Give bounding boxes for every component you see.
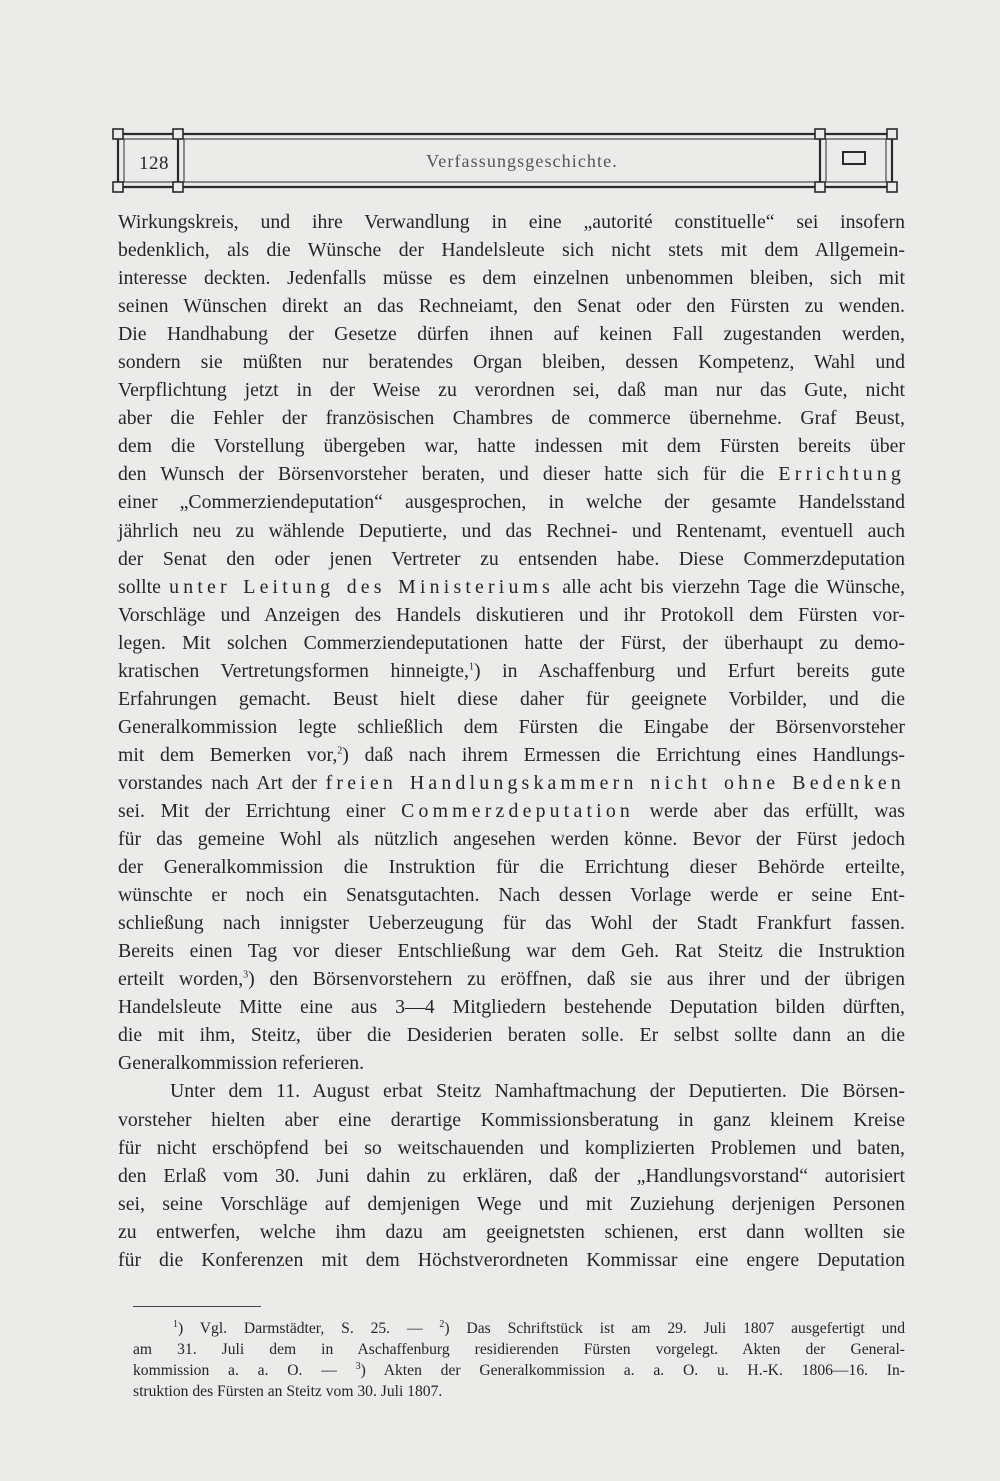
- text-line: den Wunsch der Börsenvorsteher beraten, und dieser hatte sich für die Errichtung: [118, 463, 905, 486]
- text-line: erteilt worden,$^3$) den Börsenvorstehern zu eröffnen, daß sie aus ihrer und der übrigen: [118, 968, 905, 991]
- text-line: wünschte er noch ein Senatsgutachten. Nach dessen Vorlage werde er seine Ent-: [118, 884, 905, 907]
- footnote-separator: [133, 1306, 261, 1307]
- footnote-marker: 1: [173, 1318, 178, 1330]
- footnote-ref: 1: [469, 661, 474, 673]
- text-line: seinen Wünschen direkt an das Rechneiamt, den Senat oder den Fürsten zu wenden.: [118, 295, 905, 318]
- text-line: für das gemeine Wohl als nützlich angesehen werden könne. Bevor der Fürst jedoch: [118, 828, 905, 851]
- text-line: kratischen Vertretungsformen hinneigte,$^1$) in Aschaffenburg und Erfurt bereits gute: [118, 659, 905, 682]
- text-line: bedenklich, als die Wünsche der Handelsleute sich nicht stets mit dem Allgemein-: [118, 239, 905, 262]
- footnote-marker: 3: [355, 1360, 361, 1372]
- text-line: dem die Vorstellung übergeben war, hatte indessen mit dem Fürsten bereits über: [118, 435, 905, 458]
- page-number: 128: [139, 153, 169, 174]
- text-line: sondern sie müßten nur beratendes Organ bleiben, dessen Kompetenz, Wahl und: [118, 351, 905, 374]
- text-line: mit dem Bemerken vor,$^2$) daß nach ihrem Ermessen die Errichtung eines Handlungs-: [118, 743, 905, 766]
- text-line: der Generalkommission die Instruktion für die Errichtung dieser Behörde erteilte,: [118, 856, 905, 879]
- spaced-emphasis: Commerzdeputation: [401, 799, 635, 822]
- text-line: Generalkommission legte schließlich dem Fürsten die Eingabe der Börsenvorsteher: [118, 715, 905, 738]
- footnote-line: am 31. Juli dem in Aschaffenburg residierenden Fürsten vorgelegt. Akten der General-: [133, 1341, 905, 1358]
- footnote-marker: 2: [439, 1318, 445, 1330]
- text-line: die mit ihm, Steitz, über die Desiderien beraten solle. Er selbst sollte dann an die: [118, 1024, 905, 1047]
- text-line: für die Konferenzen mit dem Höchstverordneten Kommissar eine engere Deputation: [118, 1248, 905, 1271]
- footnotes: [133, 1318, 905, 1402]
- text-line: den Erlaß vom 30. Juni dahin zu erklären, daß der „Handlungsvorstand“ autorisiert: [118, 1164, 905, 1187]
- text-line: Handelsleute Mitte eine aus 3—4 Mitgliedern bestehende Deputation bilden dürften,: [118, 996, 905, 1019]
- footnote-line: kommission a. a. O. — $^3$) Akten der Generalkommission a. a. O. u. H.-K. 1806—16. In-: [133, 1360, 905, 1379]
- text-line: aber die Fehler der französischen Chambres de commerce übernehme. Graf Beust,: [118, 407, 905, 430]
- running-title: Verfassungsgeschichte.: [426, 151, 618, 171]
- footnote-ref: 3: [243, 969, 249, 981]
- text-line: der Senat den oder jenen Vertreter zu entsenden habe. Diese Commerzdeputation: [118, 547, 905, 570]
- text-line: vorsteher hielten aber eine derartige Kommissionsberatung in ganz kleinem Kreise: [118, 1108, 905, 1131]
- text-line: einer „Commerziendeputation“ ausgesprochen, in welche der gesamte Handelsstand: [118, 491, 905, 514]
- text-line: sei, seine Vorschläge auf demjenigen Wege und mit Zuziehung derjenigen Personen: [118, 1192, 905, 1215]
- text-line: Bereits einen Tag vor dieser Entschließung war dem Geh. Rat Steitz die Instruktion: [118, 940, 905, 963]
- text-line: sollte unter Leitung des Ministeriums alle acht bis vierzehn Tage die Wünsche,: [118, 575, 905, 598]
- text-line: jährlich neu zu wählende Deputierte, und das Rechnei- und Rentenamt, eventuell auch: [118, 519, 905, 542]
- footnote-line: struktion des Fürsten an Steitz vom 30. Juli 1807.: [133, 1383, 443, 1400]
- text-line: interesse deckten. Jedenfalls müsse es dem einzelnen unbenommen bleiben, sich mit: [118, 267, 905, 290]
- text-line: zu entwerfen, welche ihm dazu am geeignetsten schienen, erst dann wollten sie: [118, 1220, 905, 1243]
- text-line: für nicht erschöpfend bei so weitschauenden und komplizierten Problemen und baten,: [118, 1136, 905, 1159]
- text-line: Unter dem 11. August erbat Steitz Namhaftmachung der Deputierten. Die Börsen-: [170, 1080, 905, 1103]
- text-line: Generalkommission referieren.: [118, 1052, 365, 1075]
- text-line: sei. Mit der Errichtung einer Commerzdeputation werde aber das erfüllt, was: [118, 799, 906, 822]
- body-text: [118, 208, 905, 1274]
- footnote-line: $^1$) Vgl. Darmstädter, S. 25. — $^2$) Das Schriftstück ist am 29. Juli 1807 ausgefertigt und: [173, 1318, 905, 1337]
- text-line: vorstandes nach Art der freien Handlungskammern nicht ohne Bedenken: [118, 771, 905, 794]
- text-line: Verpflichtung jetzt in der Weise zu verordnen sei, daß man nur das Gute, nicht: [118, 379, 905, 402]
- page-header: [112, 122, 898, 194]
- spaced-emphasis: unter Leitung des Ministeriums: [169, 575, 555, 598]
- footnote-ref: 2: [337, 745, 343, 757]
- text-line: legen. Mit solchen Commerziendeputationen hatte der Fürst, der überhaupt zu demo-: [118, 631, 905, 654]
- text-line: Die Handhabung der Gesetze dürfen ihnen auf keinen Fall zugestanden werden,: [118, 323, 905, 346]
- text-line: schließung nach innigster Ueberzeugung für das Wohl der Stadt Frankfurt fassen.: [118, 912, 905, 935]
- spaced-emphasis: freien Handlungskammern nicht ohne Bedenken: [325, 771, 905, 794]
- text-line: Wirkungskreis, und ihre Verwandlung in eine „autorité constituelle“ sei insofern: [118, 211, 905, 233]
- text-line: Erfahrungen gemacht. Beust hielt diese daher für geeignete Vorbilder, und die: [118, 687, 905, 710]
- text-line: Vorschläge und Anzeigen des Handels diskutieren und ihr Protokoll dem Fürsten vor-: [118, 603, 905, 626]
- spaced-emphasis: Errichtung: [778, 463, 905, 486]
